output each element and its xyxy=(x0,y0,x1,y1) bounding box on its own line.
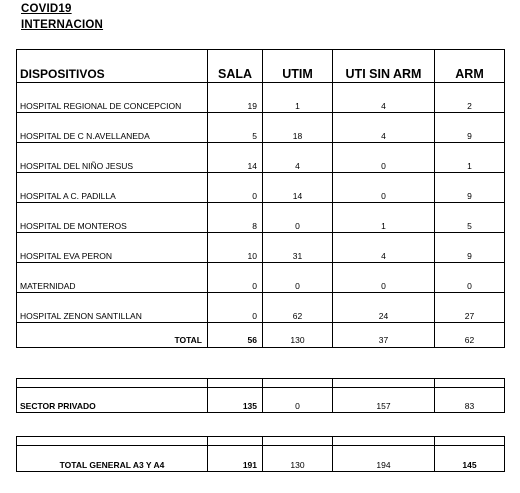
row-arm: 27 xyxy=(435,293,505,323)
total-sala: 56 xyxy=(208,323,263,348)
row-uti-sin-arm: 0 xyxy=(333,143,435,173)
row-utim: 4 xyxy=(263,143,333,173)
row-name: HOSPITAL DE MONTEROS xyxy=(17,203,208,233)
header-dispositivos: DISPOSITIVOS xyxy=(17,50,208,83)
row-utim: 0 xyxy=(263,203,333,233)
row-uti-sin-arm: 1 xyxy=(333,203,435,233)
row-name: HOSPITAL A C. PADILLA xyxy=(17,173,208,203)
row-name: MATERNIDAD xyxy=(17,263,208,293)
row-arm: 1 xyxy=(435,143,505,173)
table-row xyxy=(17,83,505,113)
row-sala: 0 xyxy=(208,263,263,293)
private-label: SECTOR PRIVADO xyxy=(17,388,208,413)
title-internacion: INTERNACION xyxy=(21,19,104,31)
general-arm: 145 xyxy=(435,446,505,472)
header-sala: SALA xyxy=(208,50,263,83)
row-uti-sin-arm: 4 xyxy=(333,83,435,113)
row-uti-sin-arm: 0 xyxy=(333,173,435,203)
table-row xyxy=(17,143,505,173)
row-arm: 9 xyxy=(435,173,505,203)
table-row xyxy=(17,203,505,233)
table-header-row xyxy=(17,50,505,83)
general-label: TOTAL GENERAL A3 Y A4 xyxy=(17,446,208,472)
row-utim: 31 xyxy=(263,233,333,263)
row-uti-sin-arm: 4 xyxy=(333,113,435,143)
general-total-table xyxy=(16,436,505,472)
table-row xyxy=(17,173,505,203)
general-total-row xyxy=(17,446,505,472)
internacion-table xyxy=(16,49,505,348)
row-arm: 5 xyxy=(435,203,505,233)
private-uti-sin-arm: 157 xyxy=(333,388,435,413)
private-utim: 0 xyxy=(263,388,333,413)
row-sala: 5 xyxy=(208,113,263,143)
header-utim: UTIM xyxy=(263,50,333,83)
row-arm: 9 xyxy=(435,233,505,263)
table-row xyxy=(17,293,505,323)
general-utim: 130 xyxy=(263,446,333,472)
total-arm: 62 xyxy=(435,323,505,348)
row-sala: 14 xyxy=(208,143,263,173)
table-row xyxy=(17,263,505,293)
private-arm: 83 xyxy=(435,388,505,413)
row-arm: 2 xyxy=(435,83,505,113)
row-uti-sin-arm: 4 xyxy=(333,233,435,263)
spacer-row xyxy=(17,379,505,388)
row-utim: 0 xyxy=(263,263,333,293)
row-name: HOSPITAL DEL NIÑO JESUS xyxy=(17,143,208,173)
row-name: HOSPITAL EVA PERON xyxy=(17,233,208,263)
table-row xyxy=(17,233,505,263)
total-label: TOTAL xyxy=(17,323,208,348)
row-uti-sin-arm: 0 xyxy=(333,263,435,293)
row-utim: 18 xyxy=(263,113,333,143)
private-sector-row xyxy=(17,388,505,413)
row-name: HOSPITAL ZENON SANTILLAN xyxy=(17,293,208,323)
row-name: HOSPITAL REGIONAL DE CONCEPCION xyxy=(17,83,208,113)
header-uti-sin-arm: UTI SIN ARM xyxy=(333,50,435,83)
table-row xyxy=(17,113,505,143)
row-utim: 62 xyxy=(263,293,333,323)
private-sector-table xyxy=(16,378,505,413)
general-uti-sin-arm: 194 xyxy=(333,446,435,472)
total-uti-sin-arm: 37 xyxy=(333,323,435,348)
spacer-row xyxy=(17,437,505,446)
general-sala: 191 xyxy=(208,446,263,472)
row-sala: 0 xyxy=(208,173,263,203)
row-sala: 19 xyxy=(208,83,263,113)
header-arm: ARM xyxy=(435,50,505,83)
row-arm: 0 xyxy=(435,263,505,293)
row-utim: 14 xyxy=(263,173,333,203)
total-utim: 130 xyxy=(263,323,333,348)
row-sala: 0 xyxy=(208,293,263,323)
title-covid19: COVID19 xyxy=(21,3,72,15)
total-row xyxy=(17,323,505,348)
row-name: HOSPITAL DE C N.AVELLANEDA xyxy=(17,113,208,143)
row-utim: 1 xyxy=(263,83,333,113)
row-uti-sin-arm: 24 xyxy=(333,293,435,323)
private-sala: 135 xyxy=(208,388,263,413)
row-sala: 8 xyxy=(208,203,263,233)
row-arm: 9 xyxy=(435,113,505,143)
row-sala: 10 xyxy=(208,233,263,263)
